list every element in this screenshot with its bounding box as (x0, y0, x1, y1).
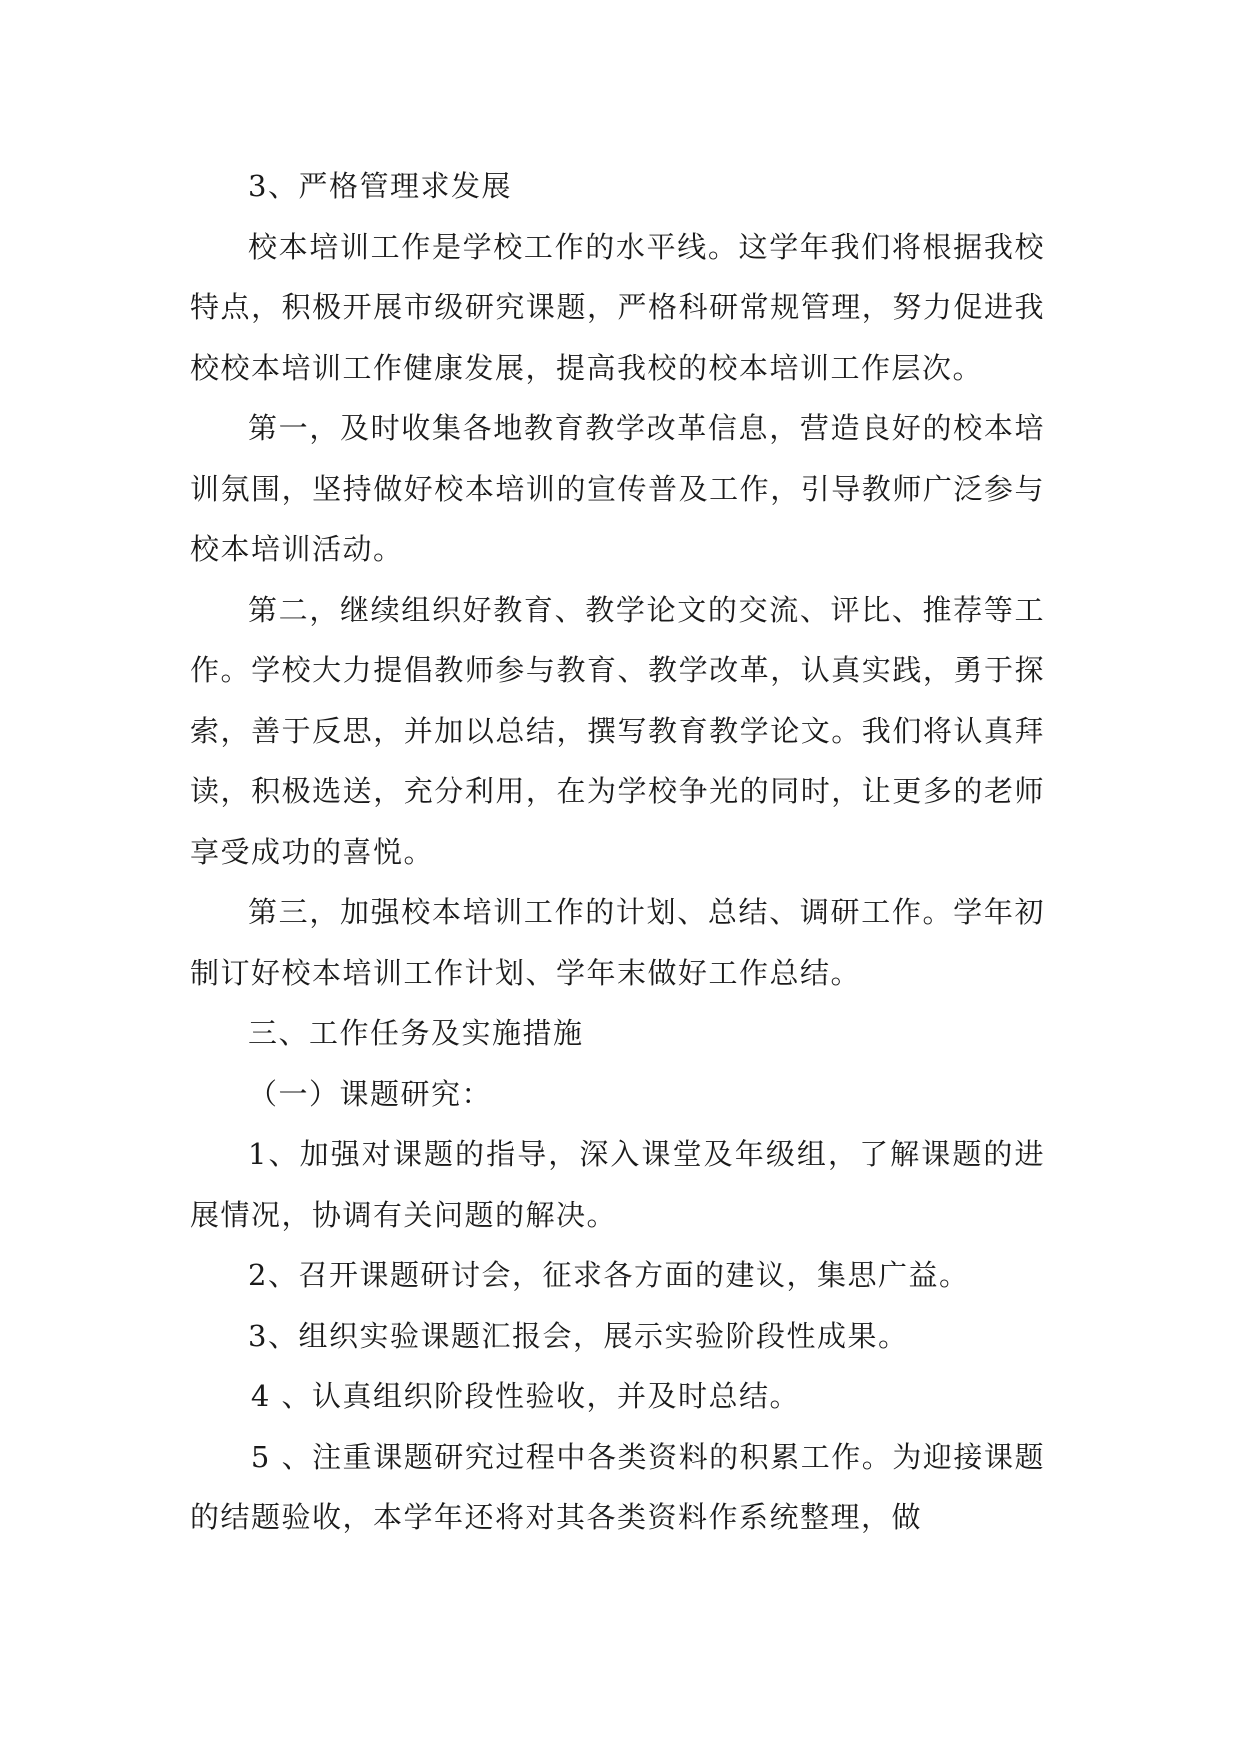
body-paragraph: 第二，继续组织好教育、教学论文的交流、评比、推荐等工作。学校大力提倡教师参与教育、教学改革，认真实践，勇于探索，善于反思，并加以总结，撰写教育教学论文。我们将认真拜读，积极选送，充分利用，在为学校争光的同时，让更多的老师享受成功的喜悦。 (190, 592, 1045, 869)
section-heading: 三、工作任务及实施措施 (248, 1016, 584, 1050)
subsection-heading: （一）课题研究： (248, 1076, 493, 1111)
list-item: 2、召开课题研讨会，征求各方面的建议，集思广益。 (248, 1258, 970, 1292)
body-paragraph: 第一，及时收集各地教育教学改革信息，营造良好的校本培训氛围，坚持做好校本培训的宣传普及工作，引导教师广泛参与校本培训活动。 (190, 411, 1045, 566)
body-paragraph: 校本培训工作是学校工作的水平线。这学年我们将根据我校特点，积极开展市级研究课题，严格科研常规管理，努力促进我校校本培训工作健康发展，提高我校的校本培训工作层次。 (190, 229, 1045, 385)
list-item: 4 、认真组织阶段性验收，并及时总结。 (250, 1379, 801, 1413)
section-heading: 3、严格管理求发展 (248, 169, 512, 203)
document-body (190, 156, 1045, 1548)
list-item: 3、组织实验课题汇报会，展示实验阶段性成果。 (248, 1318, 909, 1353)
body-paragraph: 第三，加强校本培训工作的计划、总结、调研工作。学年初制订好校本培训工作计划、学年末做好工作总结。 (190, 895, 1045, 990)
list-item: 1、加强对课题的指导，深入课堂及年级组，了解课题的进展情况，协调有关问题的解决。 (190, 1137, 1045, 1232)
list-item: 5 、注重课题研究过程中各类资料的积累工作。为迎接课题的结题验收，本学年还将对其各类资料作系统整理，做 (190, 1439, 1045, 1534)
